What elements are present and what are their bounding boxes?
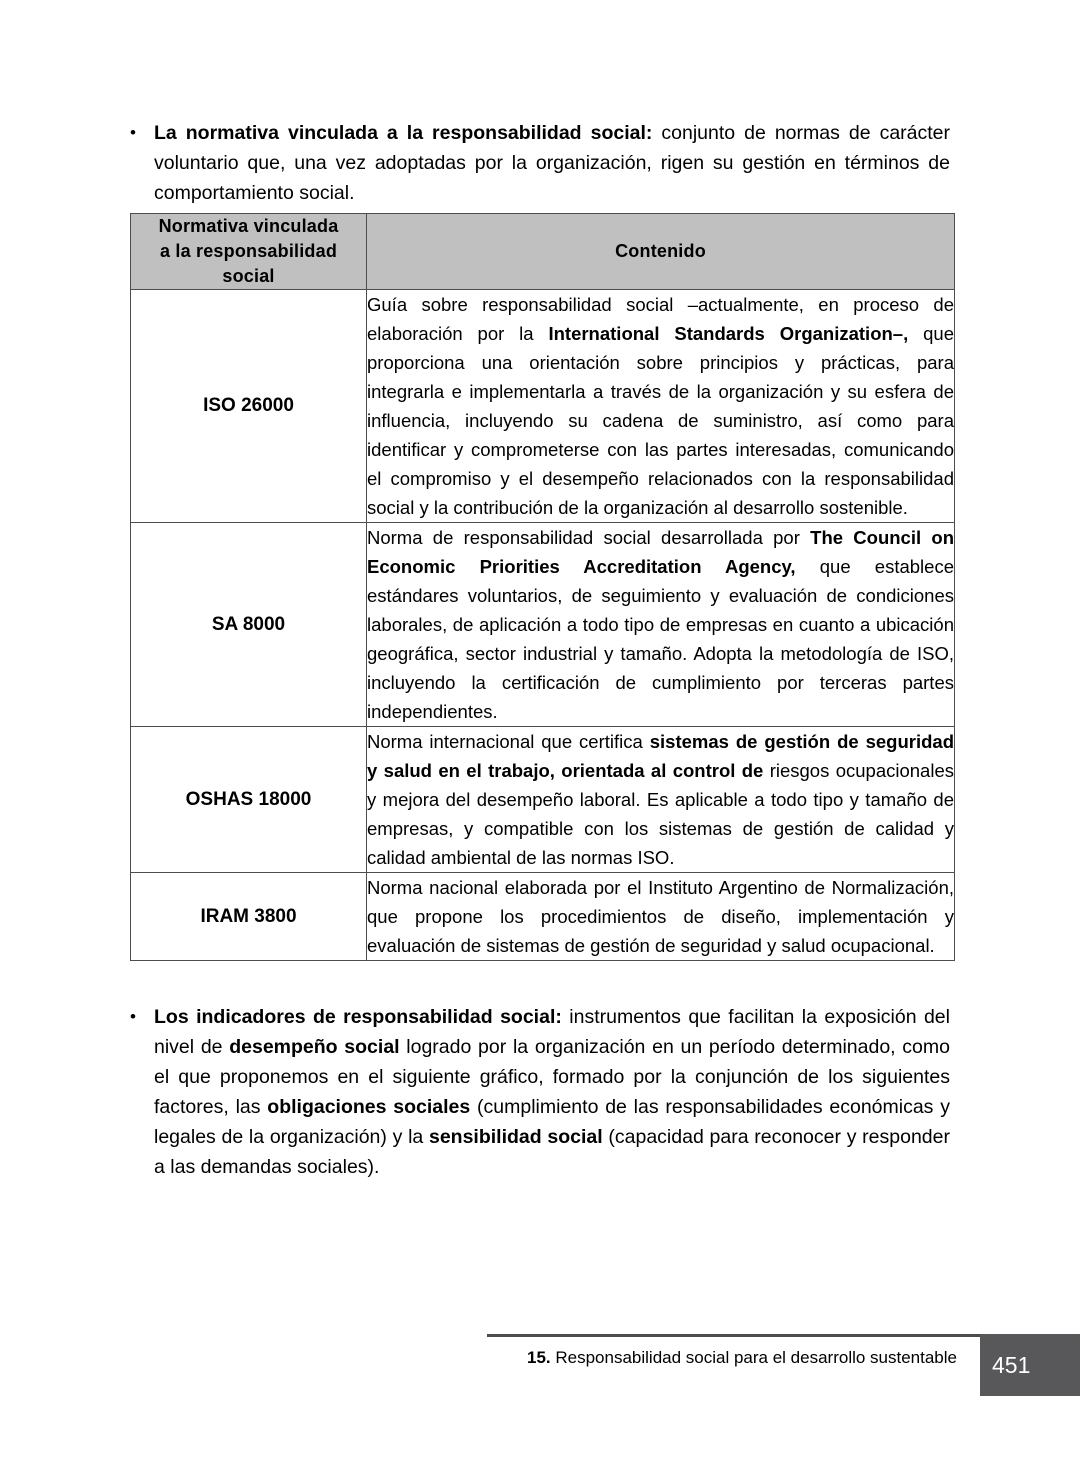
- norms-table: [130, 213, 955, 961]
- table-row: [131, 290, 955, 523]
- table-header-normativa: [131, 214, 367, 290]
- table-row: [131, 873, 955, 961]
- footer-chapter-title: Responsabilidad social para el desarrollo sustentable: [550, 1348, 957, 1367]
- row-content-iso-26000: Guía sobre responsabilidad social –actualmente, en proceso de elaboración por la International Standards Organization–, que proporciona una orientación sobre principios y prácticas, para integrarla e implementarla a través de la organización y su esfera de influencia, incluyendo su cadena de suministro, así como para identificar y comprometerse con las partes interesadas, comunicando el compromiso y el desempeño relacionados con la responsabilidad social y la contribución de la organización al desarrollo sostenible.: [367, 290, 955, 523]
- bullet-row: [130, 118, 950, 208]
- bullet-row: [130, 1002, 950, 1182]
- header-line-1: Normativa vinculada: [158, 216, 339, 236]
- table-header-row: [131, 214, 955, 290]
- row-content-sa-8000: Norma de responsabilidad social desarrollada por The Council on Economic Priorities Accreditation Agency, que establece estándares voluntarios, de seguimiento y evaluación de condiciones laborales, de aplicación a todo tipo de empresas en cuanto a ubicación geográfica, sector industrial y tamaño. Adopta la metodología de ISO, incluyendo la certificación de cumplimiento por terceras partes independientes.: [367, 523, 955, 727]
- norms-table-wrapper: [130, 213, 954, 961]
- norms-table-body: [131, 290, 955, 961]
- row-name-oshas-18000: OSHAS 18000: [131, 727, 367, 873]
- indicators-bullet: [130, 1002, 950, 1182]
- page-footer: [0, 1334, 1080, 1414]
- table-row: [131, 523, 955, 727]
- intro-bullet: [130, 118, 950, 208]
- row-content-oshas-18000: Norma internacional que certifica sistemas de gestión de seguridad y salud en el trabajo, orientada al control de riesgos ocupacionales y mejora del desempeño laboral. Es aplicable a todo tipo y tamaño de empresas, y compatible con los sistemas de gestión de calidad y calidad ambiental de las normas ISO.: [367, 727, 955, 873]
- table-header-contenido: [367, 214, 955, 290]
- intro-bullet-rest: conjunto de normas de carácter voluntario que, una vez adoptadas por la organización, rigen su gestión en términos de comportamiento social.: [154, 122, 951, 204]
- header-line-2: a la responsabilidad: [159, 241, 338, 261]
- intro-bullet-text: [154, 118, 950, 208]
- intro-bullet-lead: La normativa vinculada a la responsabilidad social:: [154, 122, 653, 144]
- indicators-bullet-text: Los indicadores de responsabilidad social: instrumentos que facilitan la exposición del nivel de desempeño social logrado por la organización en un período determinado, como el que proponemos en el siguiente gráfico, formado por la conjunción de los siguientes factores, las obligaciones sociales (cumplimiento de las responsabilidades económicas y legales de la organización) y la sensibilidad social (capacidad para reconocer y responder a las demandas sociales).: [154, 1006, 950, 1178]
- header-contenido-label: Contenido: [615, 241, 706, 261]
- row-name-sa-8000: SA 8000: [131, 523, 367, 727]
- footer-divider: [487, 1334, 980, 1337]
- footer-chapter-label: [487, 1346, 957, 1370]
- row-name-iram-3800: IRAM 3800: [131, 873, 367, 961]
- page-number-badge: 451: [980, 1334, 1080, 1396]
- header-line-3: social: [222, 266, 275, 286]
- footer-chapter-number: 15.: [527, 1348, 551, 1367]
- row-content-iram-3800: Norma nacional elaborada por el Instituto Argentino de Normalización, que propone los procedimientos de diseño, implementación y evaluación de sistemas de gestión de seguridad y salud ocupacional.: [367, 873, 955, 961]
- table-row: [131, 727, 955, 873]
- row-name-iso-26000: ISO 26000: [131, 290, 367, 523]
- bullet-glyph: •: [130, 1007, 136, 1026]
- bullet-glyph: •: [130, 123, 136, 142]
